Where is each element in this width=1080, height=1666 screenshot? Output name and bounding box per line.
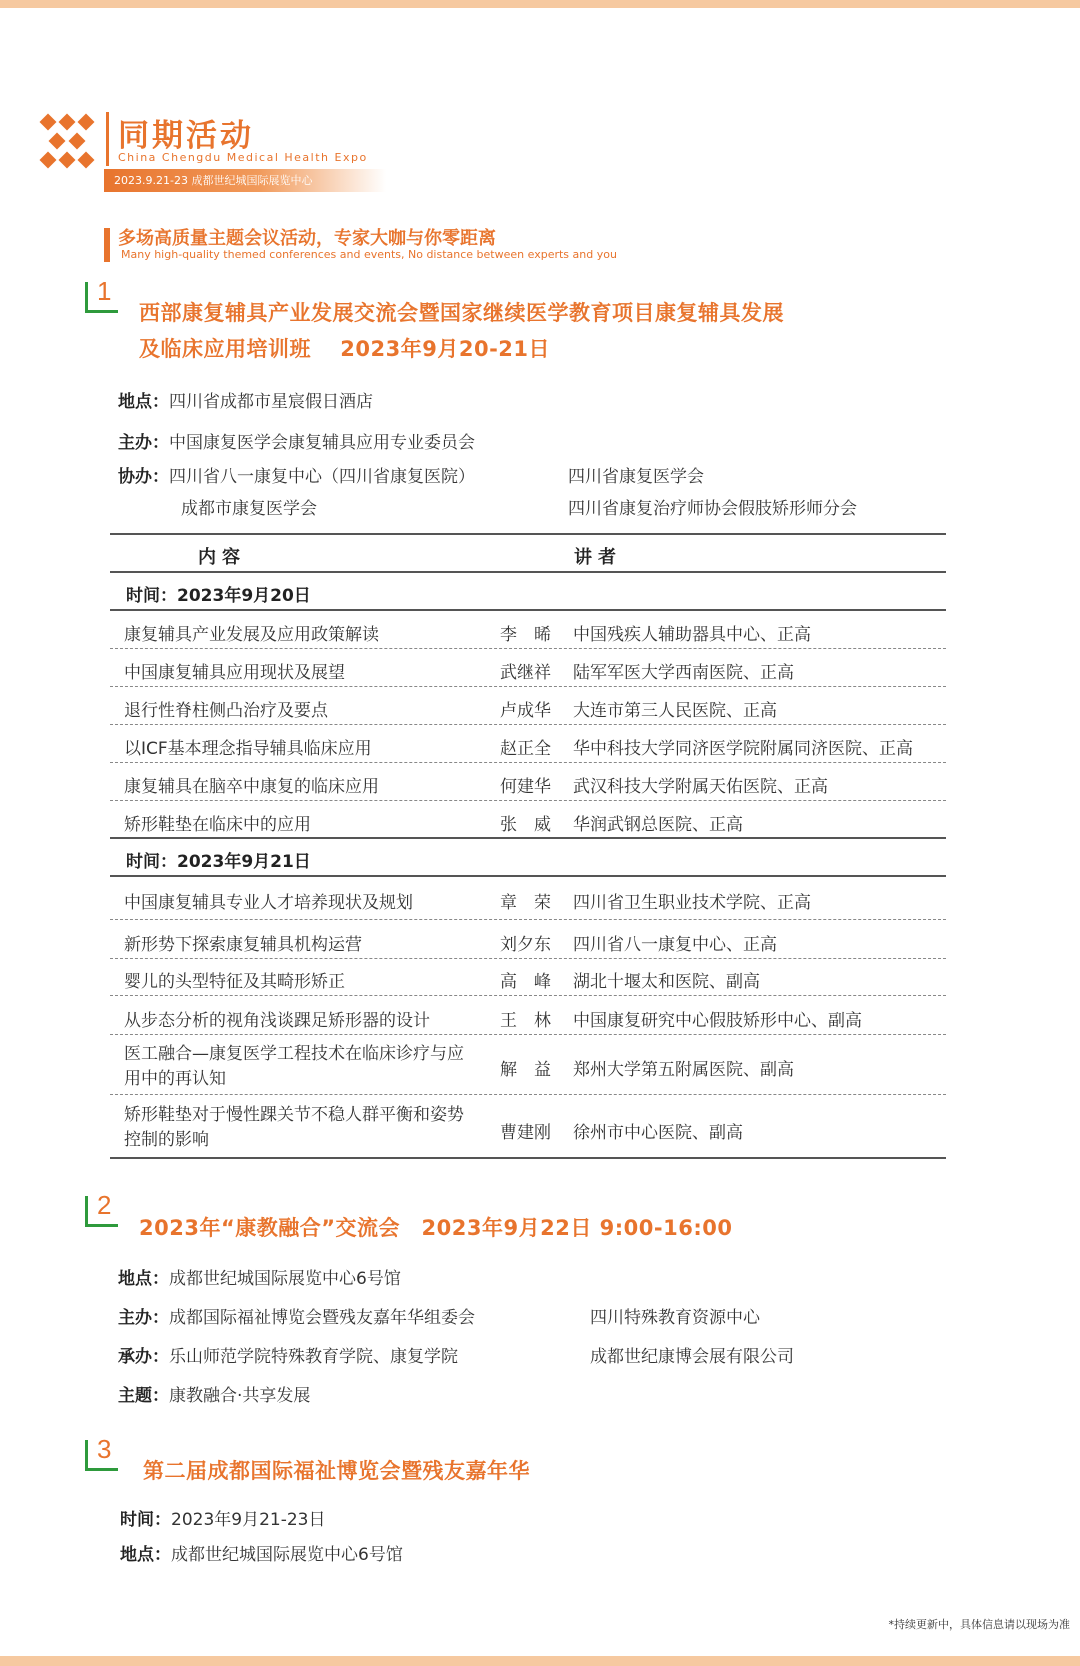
table-topic: 从步态分析的视角浅谈踝足矫形器的设计 <box>124 1011 430 1031</box>
section-1-co-organizer-4: 四川省康复治疗师协会假肢矫形师分会 <box>568 499 857 519</box>
table-topic: 以ICF基本理念指导辅具临床应用 <box>124 739 372 759</box>
table-speaker-name: 章 荣 <box>500 893 551 913</box>
table-speaker-name: 卢成华 <box>500 701 551 721</box>
footnote: *持续更新中，具体信息请以现场为准 <box>888 1618 1070 1631</box>
section-2-number: 2 <box>85 1196 121 1230</box>
row-divider <box>110 800 946 801</box>
table-speaker-org: 华润武钢总医院、正高 <box>573 815 743 835</box>
table-topic: 新形势下探索康复辅具机构运营 <box>124 935 362 955</box>
table-speaker-name: 李 晞 <box>500 625 551 645</box>
table-speaker-name: 解 益 <box>500 1060 551 1080</box>
section-1-number: 1 <box>85 282 121 316</box>
table-speaker-org: 四川省八一康复中心、正高 <box>573 935 777 955</box>
section-1-co-organizer-3: 成都市康复医学会 <box>181 499 317 519</box>
row-divider <box>110 1034 946 1035</box>
table-topic: 中国康复辅具专业人才培养现状及规划 <box>124 893 413 913</box>
row-divider <box>110 686 946 687</box>
section-3-venue: 地点：成都世纪城国际展览中心6号馆 <box>120 1545 403 1565</box>
tagline-bar <box>104 228 110 262</box>
row-divider <box>110 648 946 649</box>
row-divider <box>110 762 946 763</box>
table-speaker-org: 华中科技大学同济医学院附属同济医院、正高 <box>573 739 913 759</box>
table-speaker-name: 高 峰 <box>500 972 551 992</box>
table-speaker-name: 王 林 <box>500 1011 551 1031</box>
table-rule <box>110 875 946 877</box>
table-rule <box>110 609 946 611</box>
table-topic: 矫形鞋垫对于慢性踝关节不稳人群平衡和姿势控制的影响 <box>124 1105 464 1150</box>
section-1-title-line2: 及临床应用培训班 2023年9月20-21日 <box>139 337 551 361</box>
table-speaker-name: 刘夕东 <box>500 935 551 955</box>
table-topic: 矫形鞋垫在临床中的应用 <box>124 815 311 835</box>
table-speaker-org: 四川省卫生职业技术学院、正高 <box>573 893 811 913</box>
table-rule <box>110 837 946 839</box>
section-2-host-2: 四川特殊教育资源中心 <box>590 1308 760 1328</box>
table-speaker-org: 中国残疾人辅助器具中心、正高 <box>573 625 811 645</box>
table-rule <box>110 571 946 573</box>
table-speaker-org: 郑州大学第五附属医院、副高 <box>573 1060 794 1080</box>
section-2-host: 主办：成都国际福祉博览会暨残友嘉年华组委会 <box>118 1308 475 1328</box>
table-speaker-name: 何建华 <box>500 777 551 797</box>
section-2-title: 2023年“康教融合”交流会 2023年9月22日 9:00-16:00 <box>139 1216 733 1240</box>
table-speaker-org: 中国康复研究中心假肢矫形中心、副高 <box>573 1011 862 1031</box>
header-divider <box>106 112 109 166</box>
section-1-title-line1: 西部康复辅具产业发展交流会暨国家继续医学教育项目康复辅具发展 <box>139 301 784 325</box>
bottom-border <box>0 1656 1080 1666</box>
table-rule <box>110 533 946 535</box>
table-speaker-name: 曹建刚 <box>500 1123 551 1143</box>
section-3-number: 3 <box>85 1440 121 1474</box>
table-speaker-name: 武继祥 <box>500 663 551 683</box>
page-title: 同期活动 <box>118 118 254 154</box>
tagline-en: Many high-quality themed conferences and events, No distance between experts and you <box>121 248 617 261</box>
top-border <box>0 0 1080 8</box>
table-topic: 医工融合—康复医学工程技术在临床诊疗与应用中的再认知 <box>124 1044 464 1089</box>
section-3-time: 时间：2023年9月21-23日 <box>120 1510 326 1530</box>
tagline-cn: 多场高质量主题会议活动，专家大咖与你零距离 <box>118 228 496 249</box>
section-1-co-organizer-2: 四川省康复医学会 <box>568 467 704 487</box>
row-divider <box>110 958 946 959</box>
table-header-content: 内容 <box>198 547 246 568</box>
section-3-title: 第二届成都国际福祉博览会暨残友嘉年华 <box>143 1459 530 1483</box>
table-topic: 中国康复辅具应用现状及展望 <box>124 663 345 683</box>
section-2-theme: 主题：康教融合·共享发展 <box>118 1386 311 1406</box>
row-divider <box>110 724 946 725</box>
table-speaker-org: 徐州市中心医院、副高 <box>573 1123 743 1143</box>
expo-english-name: China Chengdu Medical Health Expo <box>118 151 368 164</box>
row-divider <box>110 995 946 996</box>
expo-logo-icon <box>38 112 96 170</box>
table-topic: 康复辅具产业发展及应用政策解读 <box>124 625 379 645</box>
section-2-organizer-2: 成都世纪康博会展有限公司 <box>590 1347 794 1367</box>
table-speaker-org: 陆军军医大学西南医院、正高 <box>573 663 794 683</box>
expo-date-bar: 2023.9.21-23 成都世纪城国际展览中心 <box>104 169 386 192</box>
table-rule <box>110 1157 946 1159</box>
section-1-venue: 地点：四川省成都市星宸假日酒店 <box>118 392 373 412</box>
table-speaker-name: 赵正全 <box>500 739 551 759</box>
table-speaker-org: 大连市第三人民医院、正高 <box>573 701 777 721</box>
table-day1-label: 时间：2023年9月20日 <box>126 586 311 606</box>
section-1-co-organizer: 协办：四川省八一康复中心（四川省康复医院） <box>118 467 475 487</box>
table-speaker-org: 武汉科技大学附属天佑医院、正高 <box>573 777 828 797</box>
table-speaker-name: 张 威 <box>500 815 551 835</box>
table-day2-label: 时间：2023年9月21日 <box>126 852 311 872</box>
section-2-organizer: 承办：乐山师范学院特殊教育学院、康复学院 <box>118 1347 458 1367</box>
table-speaker-org: 湖北十堰太和医院、副高 <box>573 972 760 992</box>
table-topic: 婴儿的头型特征及其畸形矫正 <box>124 972 345 992</box>
table-topic: 康复辅具在脑卒中康复的临床应用 <box>124 777 379 797</box>
row-divider <box>110 1094 946 1095</box>
table-header-speaker: 讲者 <box>574 547 622 568</box>
row-divider <box>110 919 946 920</box>
section-1-host: 主办：中国康复医学会康复辅具应用专业委员会 <box>118 433 475 453</box>
table-topic: 退行性脊柱侧凸治疗及要点 <box>124 701 328 721</box>
section-2-venue: 地点：成都世纪城国际展览中心6号馆 <box>118 1269 401 1289</box>
